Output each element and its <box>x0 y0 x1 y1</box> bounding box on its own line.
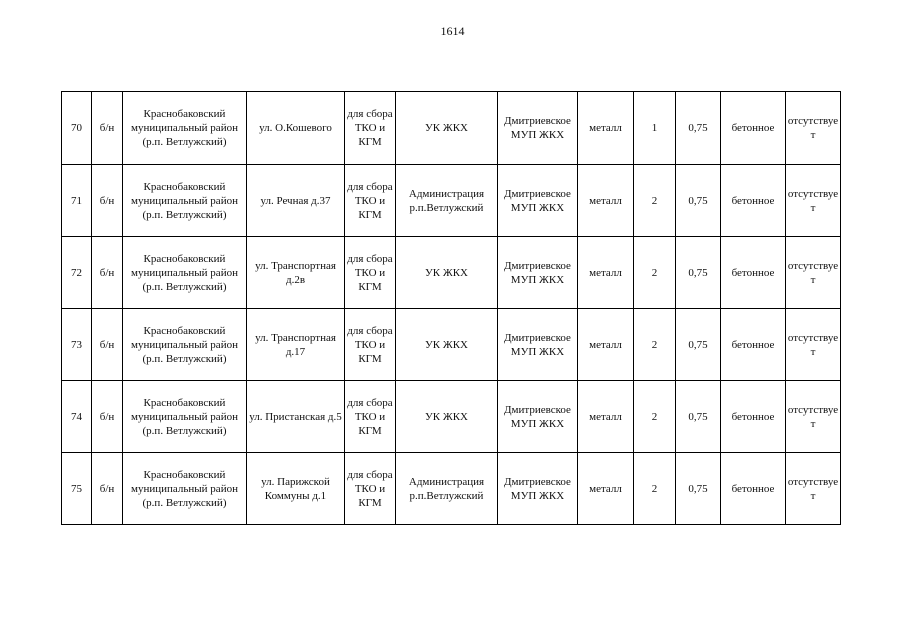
surface-cell: бетонное <box>721 381 786 453</box>
district-cell: Краснобаковский муниципальный район (р.п. Ветлужский) <box>123 92 247 165</box>
table-row <box>62 237 841 309</box>
fence-cell: отсутствует <box>786 165 841 237</box>
operator-cell: Дмитриевское МУП ЖКХ <box>498 165 578 237</box>
row-number: 70 <box>62 92 92 165</box>
container-count-cell: 2 <box>634 237 676 309</box>
operator-cell: Дмитриевское МУП ЖКХ <box>498 381 578 453</box>
address-cell: ул. О.Кошевого <box>247 92 345 165</box>
material-cell: металл <box>578 92 634 165</box>
volume-cell: 0,75 <box>676 92 721 165</box>
fence-cell: отсутствует <box>786 453 841 525</box>
registry-number: б/н <box>92 237 123 309</box>
owner-cell: УК ЖКХ <box>396 309 498 381</box>
fence-cell: отсутствует <box>786 92 841 165</box>
surface-cell: бетонное <box>721 92 786 165</box>
material-cell: металл <box>578 309 634 381</box>
registry-number: б/н <box>92 453 123 525</box>
owner-cell: Администрация р.п.Ветлужский <box>396 453 498 525</box>
address-cell: ул. Речная д.37 <box>247 165 345 237</box>
purpose-cell: для сбора ТКО и КГМ <box>345 237 396 309</box>
registry-number: б/н <box>92 381 123 453</box>
owner-cell: УК ЖКХ <box>396 92 498 165</box>
table-row <box>62 453 841 525</box>
row-number: 71 <box>62 165 92 237</box>
container-count-cell: 2 <box>634 453 676 525</box>
surface-cell: бетонное <box>721 165 786 237</box>
row-number: 74 <box>62 381 92 453</box>
address-cell: ул. Транспортная д.2в <box>247 237 345 309</box>
district-cell: Краснобаковский муниципальный район (р.п. Ветлужский) <box>123 381 247 453</box>
district-cell: Краснобаковский муниципальный район (р.п. Ветлужский) <box>123 309 247 381</box>
fence-cell: отсутствует <box>786 381 841 453</box>
district-cell: Краснобаковский муниципальный район (р.п. Ветлужский) <box>123 453 247 525</box>
table-row <box>62 309 841 381</box>
container-count-cell: 2 <box>634 381 676 453</box>
volume-cell: 0,75 <box>676 165 721 237</box>
purpose-cell: для сбора ТКО и КГМ <box>345 92 396 165</box>
purpose-cell: для сбора ТКО и КГМ <box>345 453 396 525</box>
material-cell: металл <box>578 237 634 309</box>
material-cell: металл <box>578 453 634 525</box>
owner-cell: УК ЖКХ <box>396 381 498 453</box>
table-row <box>62 165 841 237</box>
owner-cell: УК ЖКХ <box>396 237 498 309</box>
volume-cell: 0,75 <box>676 237 721 309</box>
surface-cell: бетонное <box>721 309 786 381</box>
material-cell: металл <box>578 165 634 237</box>
owner-cell: Администрация р.п.Ветлужский <box>396 165 498 237</box>
row-number: 75 <box>62 453 92 525</box>
row-number: 73 <box>62 309 92 381</box>
material-cell: металл <box>578 381 634 453</box>
surface-cell: бетонное <box>721 453 786 525</box>
container-count-cell: 2 <box>634 165 676 237</box>
purpose-cell: для сбора ТКО и КГМ <box>345 165 396 237</box>
district-cell: Краснобаковский муниципальный район (р.п. Ветлужский) <box>123 237 247 309</box>
registry-number: б/н <box>92 92 123 165</box>
fence-cell: отсутствует <box>786 309 841 381</box>
operator-cell: Дмитриевское МУП ЖКХ <box>498 453 578 525</box>
address-cell: ул. Парижской Коммуны д.1 <box>247 453 345 525</box>
volume-cell: 0,75 <box>676 453 721 525</box>
page-number: 1614 <box>440 24 465 38</box>
fence-cell: отсутствует <box>786 237 841 309</box>
row-number: 72 <box>62 237 92 309</box>
container-count-cell: 2 <box>634 309 676 381</box>
district-cell: Краснобаковский муниципальный район (р.п. Ветлужский) <box>123 165 247 237</box>
volume-cell: 0,75 <box>676 381 721 453</box>
container-sites-table <box>61 91 841 525</box>
address-cell: ул. Пристанская д.5 <box>247 381 345 453</box>
container-count-cell: 1 <box>634 92 676 165</box>
operator-cell: Дмитриевское МУП ЖКХ <box>498 309 578 381</box>
address-cell: ул. Транспортная д.17 <box>247 309 345 381</box>
operator-cell: Дмитриевское МУП ЖКХ <box>498 237 578 309</box>
table-row <box>62 381 841 453</box>
operator-cell: Дмитриевское МУП ЖКХ <box>498 92 578 165</box>
registry-number: б/н <box>92 309 123 381</box>
volume-cell: 0,75 <box>676 309 721 381</box>
purpose-cell: для сбора ТКО и КГМ <box>345 309 396 381</box>
surface-cell: бетонное <box>721 237 786 309</box>
registry-number: б/н <box>92 165 123 237</box>
purpose-cell: для сбора ТКО и КГМ <box>345 381 396 453</box>
table-row <box>62 92 841 165</box>
